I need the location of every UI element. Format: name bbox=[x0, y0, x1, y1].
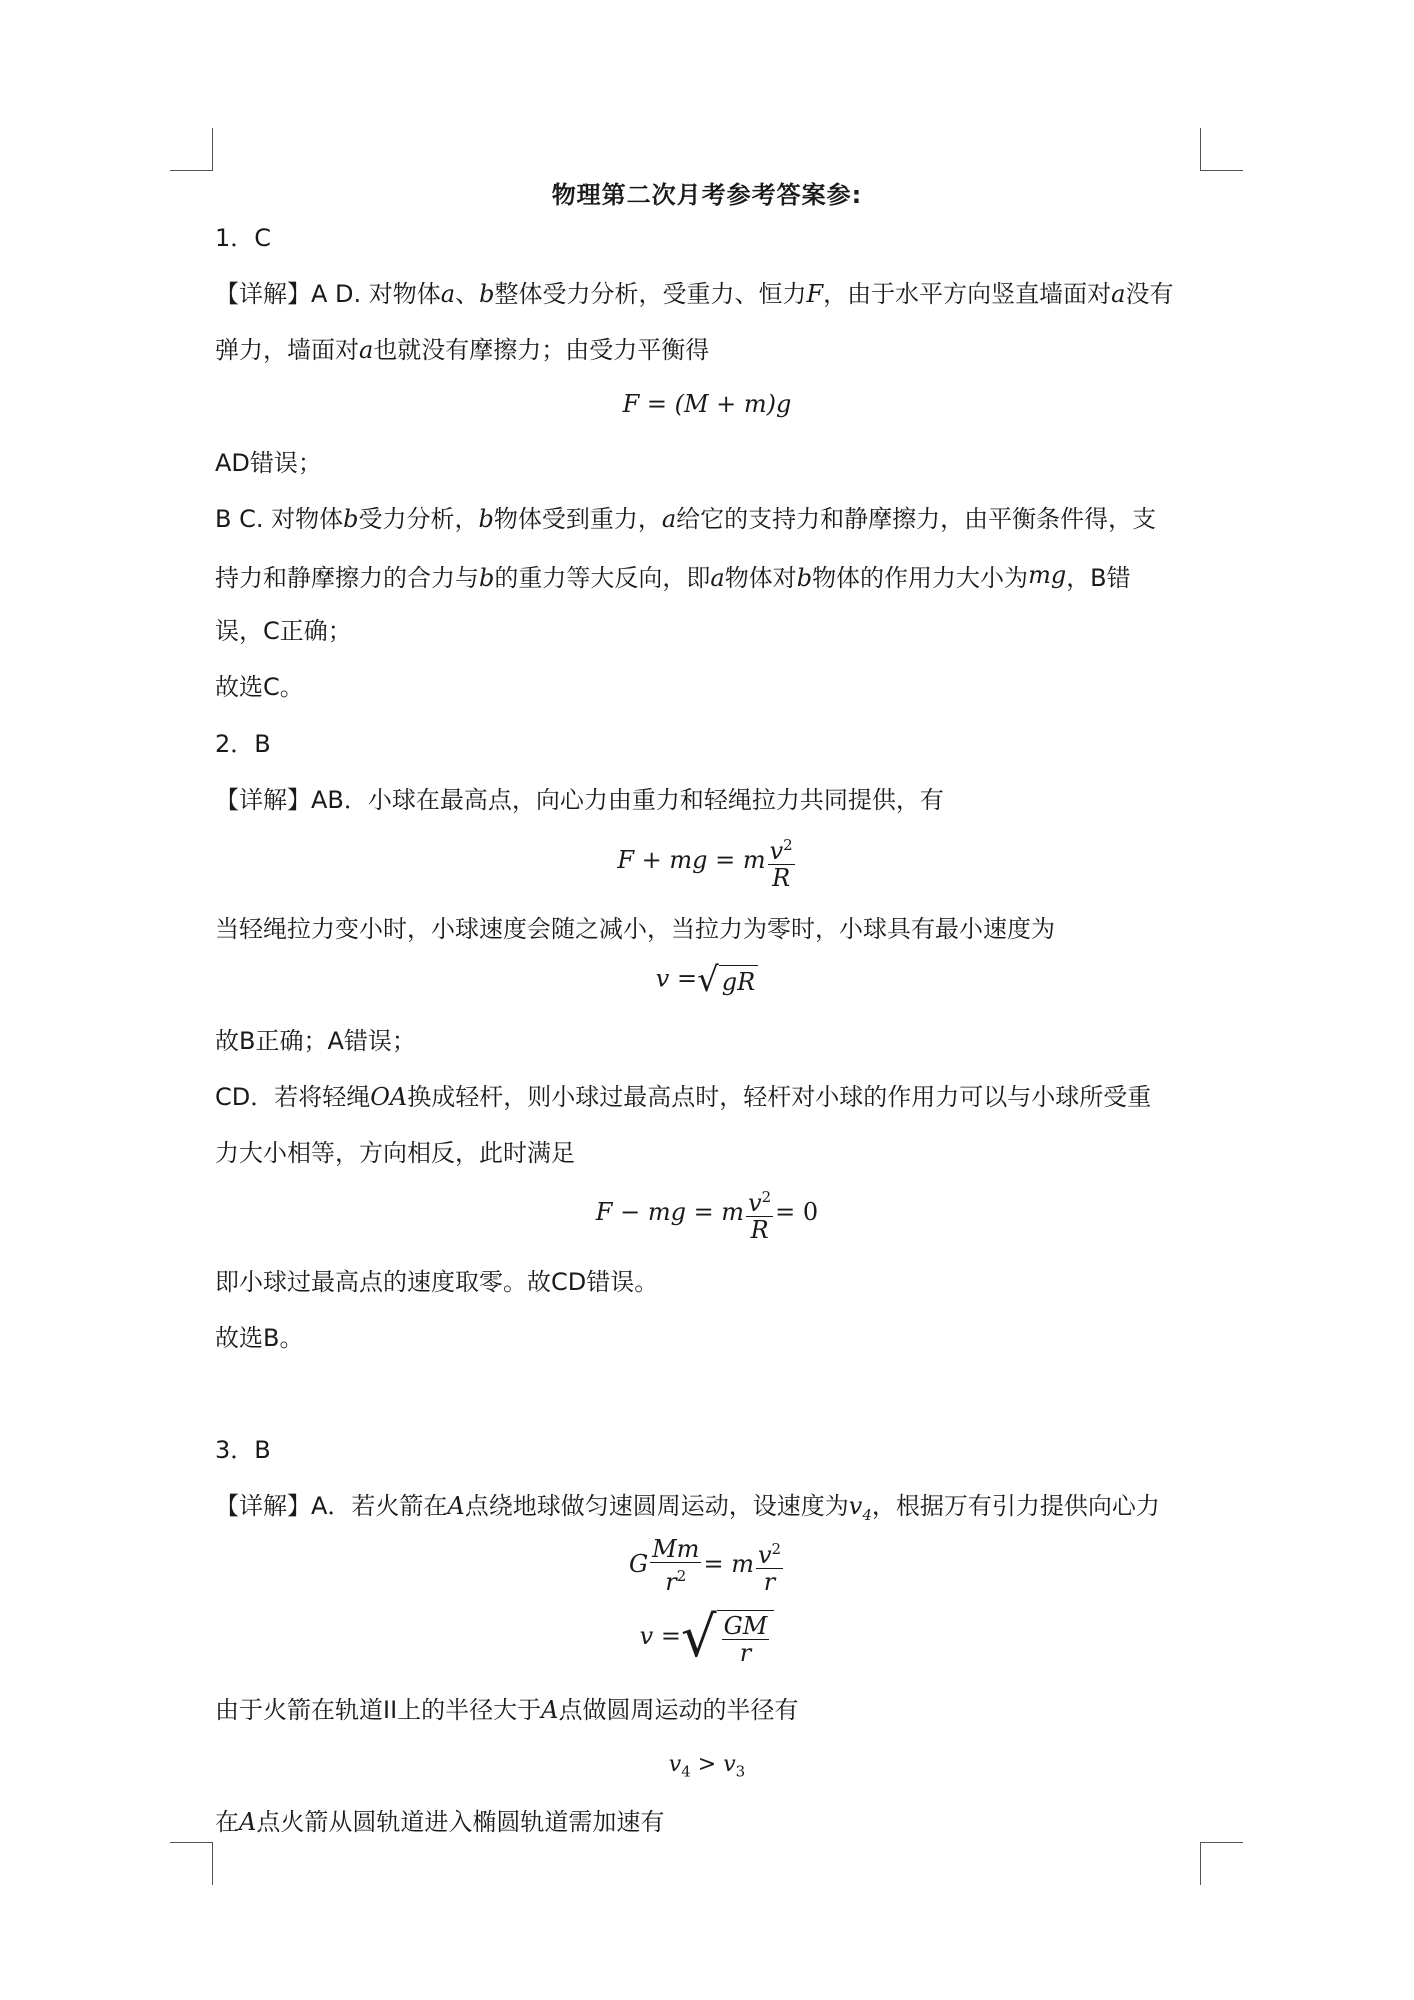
q1-line-1: 【详解】A D. 对物体a、b整体受力分析，受重力、恒力F，由于水平方向竖直墙面对a没有 bbox=[215, 280, 1174, 308]
q1-line-6: 误，C正确； bbox=[215, 617, 352, 645]
page-title: 物理第二次月考参考答案参: bbox=[551, 181, 863, 209]
q1-line-7: 故选C。 bbox=[215, 673, 304, 701]
crop-mark-top-right bbox=[1200, 128, 1243, 171]
q2-line-6: 即小球过最高点的速度取零。故CD错误。 bbox=[215, 1268, 659, 1296]
q2-line-3: 故B正确；A错误； bbox=[215, 1027, 416, 1055]
q2-line-5: 力大小相等，方向相反，此时满足 bbox=[215, 1139, 575, 1167]
q1-line-5: 持力和静摩擦力的合力与b的重力等大反向，即a物体对b物体的作用力大小为mg，B错 bbox=[215, 561, 1131, 592]
q2-answer: 2．B bbox=[215, 730, 271, 758]
q1-line-2: 弹力，墙面对a也就没有摩擦力；由受力平衡得 bbox=[215, 336, 710, 364]
crop-mark-top-left bbox=[170, 128, 213, 171]
crop-mark-bottom-left bbox=[170, 1842, 213, 1885]
q2-line-4: CD．若将轻绳OA换成轻杆，则小球过最高点时，轻杆对小球的作用力可以与小球所受重 bbox=[215, 1083, 1152, 1111]
q1-equation: F = (M + m)g bbox=[622, 390, 792, 418]
q2-equation-1: F + mg = m $\frac{v^2}{R}$ bbox=[0, 832, 1414, 891]
q3-line-2: 由于火箭在轨道II上的半径大于A点做圆周运动的半径有 bbox=[215, 1696, 799, 1724]
q2-equation-2: v =√ gR bbox=[0, 960, 1414, 1000]
q2-equation-3: F − mg = m $\frac{v^2}{R}$ = 0 bbox=[0, 1184, 1414, 1243]
q2-line-1: 【详解】AB．小球在最高点，向心力由重力和轻绳拉力共同提供，有 bbox=[215, 786, 944, 814]
crop-mark-bottom-right bbox=[1200, 1842, 1243, 1885]
q3-equation-3: $v_4 > v_3$ bbox=[668, 1752, 746, 1781]
q3-line-1: 【详解】A．若火箭在A点绕地球做匀速圆周运动，设速度为$v_4$，根据万有引力提供向心力 bbox=[215, 1492, 1160, 1524]
q3-line-3: 在A点火箭从圆轨道进入椭圆轨道需加速有 bbox=[215, 1808, 665, 1836]
q1-line-3: AD错误； bbox=[215, 449, 322, 477]
q3-answer: 3．B bbox=[215, 1436, 271, 1464]
q1-line-4: B C. 对物体b受力分析，b物体受到重力，a给它的支持力和静摩擦力，由平衡条件得，支 bbox=[215, 505, 1157, 533]
q2-line-7: 故选B。 bbox=[215, 1324, 304, 1352]
q3-equation-2: v =√ $\frac{GM}{r}$ bbox=[0, 1605, 1414, 1670]
q2-line-2: 当轻绳拉力变小时，小球速度会随之减小，当拉力为零时，小球具有最小速度为 bbox=[215, 915, 1055, 943]
q3-equation-1: G $\frac{Mm}{r^2}$ = m $\frac{v^2}{r}$ bbox=[628, 1535, 782, 1596]
q1-answer: 1．C bbox=[215, 224, 272, 252]
